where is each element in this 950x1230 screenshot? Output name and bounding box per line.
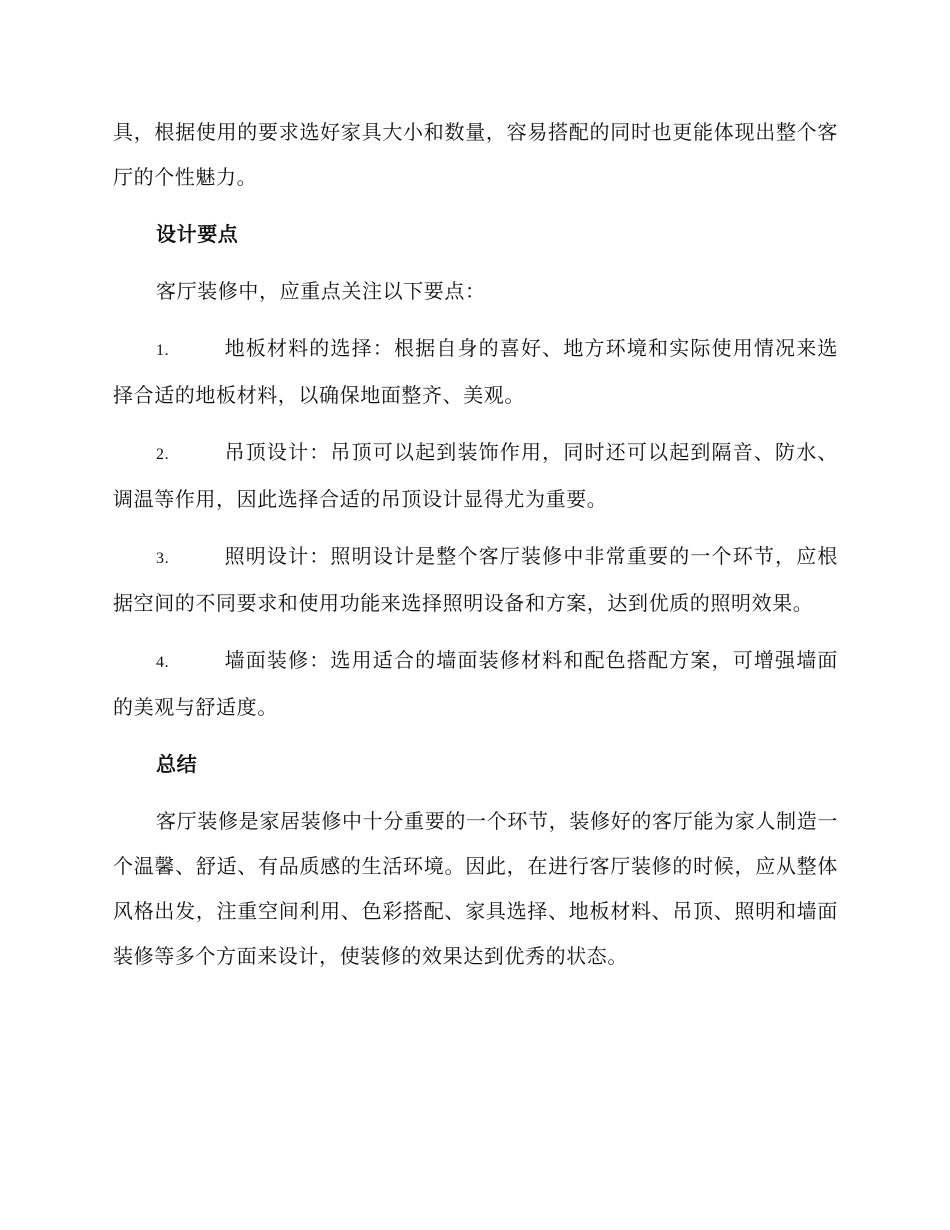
list-item <box>113 638 838 730</box>
section-heading-design-points: 设计要点 <box>156 222 239 246</box>
list-number: 3. <box>156 550 170 567</box>
list-item <box>113 430 838 522</box>
list-number: 4. <box>156 654 170 671</box>
list-number: 1. <box>156 342 170 359</box>
list-item-text: 吊顶设计：吊顶可以起到装饰作用，同时还可以起到隔音、防水、调温等作用，因此选择合适的吊顶设计显得尤为重要。 <box>113 440 838 511</box>
design-points-intro: 客厅装修中，应重点关注以下要点： <box>156 279 486 303</box>
list-item-text: 照明设计：照明设计是整个客厅装修中非常重要的一个环节，应根据空间的不同要求和使用功能来选择照明设备和方案，达到优质的照明效果。 <box>113 544 838 615</box>
list-item <box>113 534 838 626</box>
summary-paragraph: 客厅装修是家居装修中十分重要的一个环节，装修好的客厅能为家人制造一个温馨、舒适、有品质感的生活环境。因此，在进行客厅装修的时候，应从整体风格出发，注重空间利用、色彩搭配、家具选择、地板材料、吊顶、照明和墙面装修等多个方面来设计，使装修的效果达到优秀的状态。 <box>113 809 838 968</box>
list-number: 2. <box>156 446 170 463</box>
section-heading-summary: 总结 <box>156 752 198 776</box>
list-item-text: 墙面装修：选用适合的墙面装修材料和配色搭配方案，可增强墙面的美观与舒适度。 <box>113 648 838 719</box>
document-body <box>113 110 838 991</box>
list-item-text: 地板材料的选择：根据自身的喜好、地方环境和实际使用情况来选择合适的地板材料，以确保地面整齐、美观。 <box>113 336 838 407</box>
list-item <box>113 326 838 418</box>
intro-continuation-paragraph: 具，根据使用的要求选好家具大小和数量，容易搭配的同时也更能体现出整个客厅的个性魅力。 <box>113 120 838 189</box>
